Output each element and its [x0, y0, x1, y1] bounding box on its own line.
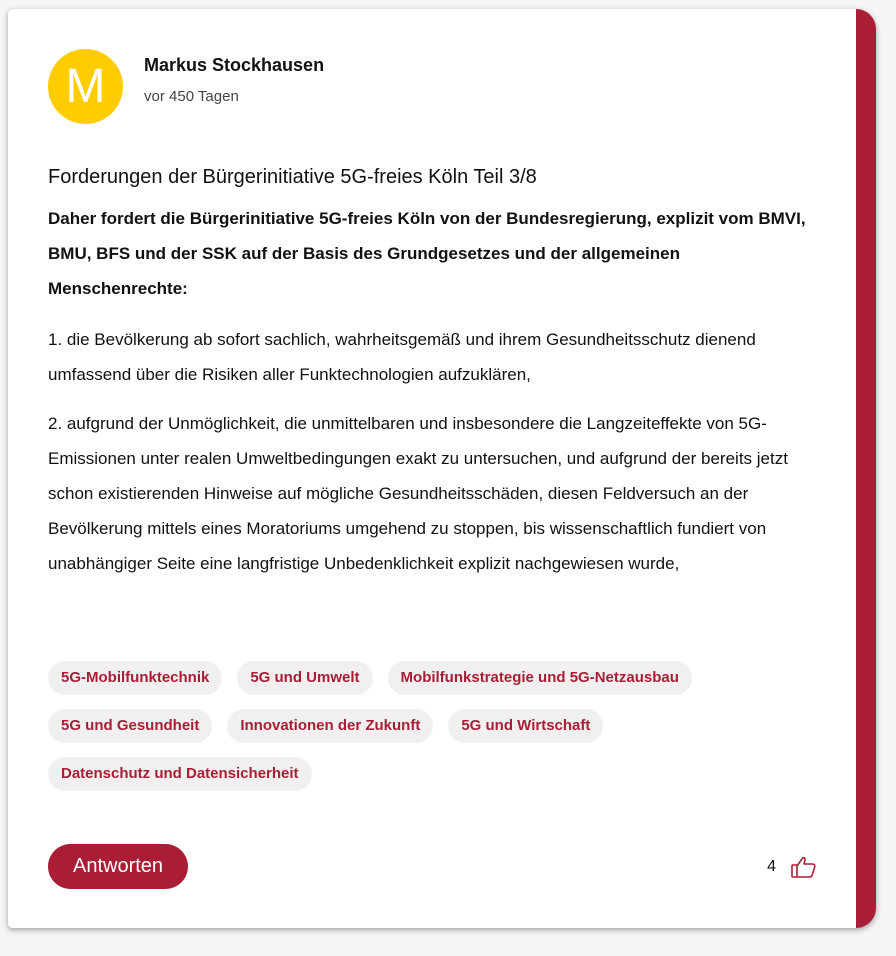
tag-chip[interactable]: 5G und Umwelt [237, 661, 372, 695]
avatar-initial: M [65, 59, 106, 113]
post-lead-paragraph: Daher fordert die Bürgerinitiative 5G-freies Köln von der Bundesregierung, explizit vom BMVI, BMU, BFS und der SSK auf der Basis des Grundgesetzes und der allgemeinen Menschenrechte: [48, 209, 806, 298]
thumbs-up-icon[interactable] [790, 853, 818, 881]
tag-chip[interactable]: Innovationen der Zukunft [227, 709, 433, 743]
post-title: Forderungen der Bürgerinitiative 5G-freies Köln Teil 3/8 [48, 166, 537, 188]
tag-chip[interactable]: 5G und Gesundheit [48, 709, 212, 743]
author-name[interactable]: Markus Stockhausen [144, 55, 325, 75]
reply-button[interactable]: Antworten [48, 844, 188, 889]
tag-chip[interactable]: 5G-Mobilfunktechnik [48, 661, 222, 695]
post-paragraph-2: 2. aufgrund der Unmöglichkeit, die unmittelbaren und insbesondere die Langzeiteffekte von 5G-Emissionen unter realen Umweltbedingungen exakt zu untersuchen, und aufgrund der bereits jetzt schon existierenden Hinweise auf mögliche Gesundheitsschäden, diesen Feldversuch an der Bevölkerung mittels eines Moratoriums umgehend zu stoppen, bis wissenschaftlich fundiert von unabhängiger Seite eine langfristige Unbedenklichkeit explizit nachgewiesen wurde, [48, 414, 788, 573]
like-count: 4 [767, 858, 776, 875]
avatar [48, 49, 123, 124]
post-body [48, 201, 818, 595]
comment-card-frame [8, 9, 876, 928]
tag-chip[interactable]: Mobilfunkstrategie und 5G-Netzausbau [388, 661, 692, 695]
post-paragraph-1: 1. die Bevölkerung ab sofort sachlich, wahrheitsgemäß und ihrem Gesundheitsschutz dienend umfassend über die Risiken aller Funktechnologien aufzuklären, [48, 330, 756, 384]
tag-list [48, 661, 828, 791]
comment-card [8, 9, 856, 928]
post-timestamp: vor 450 Tagen [144, 88, 239, 105]
tag-chip[interactable]: 5G und Wirtschaft [448, 709, 603, 743]
like-area [767, 853, 818, 881]
tag-chip[interactable]: Datenschutz und Datensicherheit [48, 757, 312, 791]
